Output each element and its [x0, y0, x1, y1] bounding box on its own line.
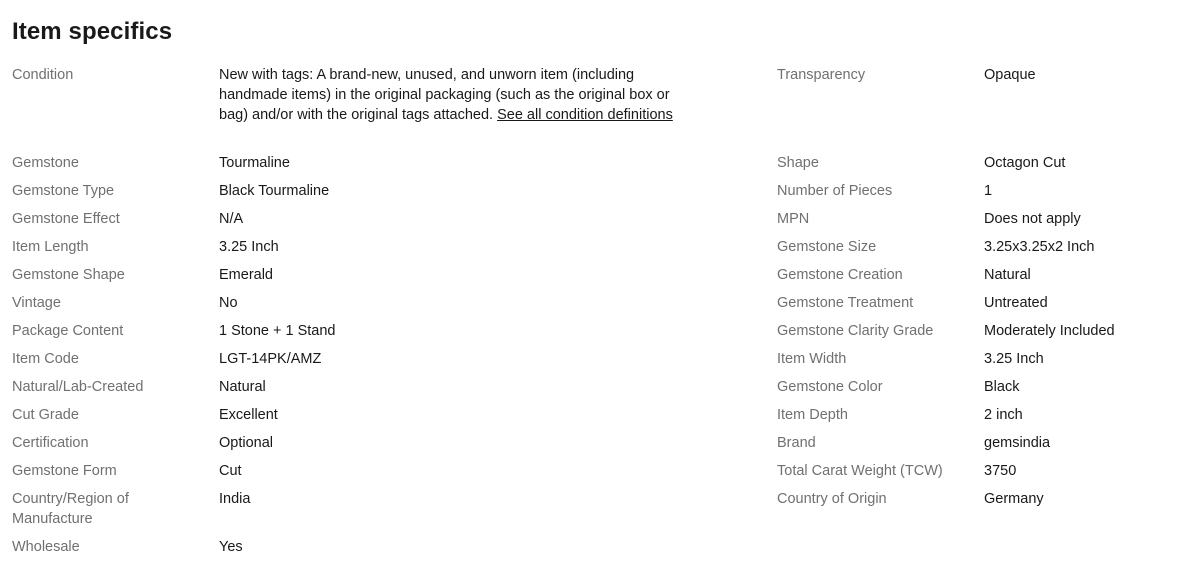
spec-label: Transparency	[777, 67, 866, 83]
spec-label: Gemstone Shape	[12, 267, 125, 283]
spec-value: Excellent	[219, 407, 278, 423]
spec-label: Item Width	[777, 351, 847, 367]
spec-value: Untreated	[984, 295, 1048, 311]
spec-label: Certification	[12, 435, 89, 451]
spec-value: Emerald	[219, 267, 273, 283]
spec-label: Gemstone	[12, 155, 79, 171]
spec-value: Does not apply	[984, 211, 1081, 227]
condition-label: Condition	[12, 67, 74, 83]
spec-label: Item Code	[12, 351, 79, 367]
spec-label: Vintage	[12, 295, 61, 311]
spec-label: Gemstone Treatment	[777, 295, 914, 311]
spec-value: 3750	[984, 463, 1017, 479]
spec-value: 1 Stone + 1 Stand	[219, 323, 336, 339]
spec-label: Brand	[777, 435, 816, 451]
spec-value: 3.25 Inch	[219, 239, 279, 255]
spec-value: Black	[984, 379, 1020, 395]
spec-value: Opaque	[984, 67, 1036, 83]
spec-value: Natural	[219, 379, 266, 395]
spec-value: Tourmaline	[219, 155, 290, 171]
spec-label: Country of Origin	[777, 491, 887, 507]
spec-value: LGT-14PK/AMZ	[219, 351, 322, 367]
spec-value: Yes	[219, 539, 243, 555]
section-title: Item specifics	[12, 18, 173, 45]
spec-label: Gemstone Form	[12, 463, 117, 479]
spec-value: India	[219, 491, 251, 507]
spec-label: Gemstone Creation	[777, 267, 903, 283]
spec-label: Wholesale	[12, 539, 80, 555]
spec-value: 3.25x3.25x2 Inch	[984, 239, 1095, 255]
see-all-condition-definitions-link[interactable]: See all condition definitions	[497, 107, 673, 123]
spec-label: Item Length	[12, 239, 89, 255]
spec-value: Optional	[219, 435, 274, 451]
spec-value: 3.25 Inch	[984, 351, 1044, 367]
spec-label: Cut Grade	[12, 407, 79, 423]
spec-value: N/A	[219, 211, 244, 227]
spec-value: Black Tourmaline	[219, 183, 330, 199]
spec-label: Natural/Lab-Created	[12, 379, 144, 395]
spec-label: Gemstone Size	[777, 239, 877, 255]
spec-value: Germany	[984, 491, 1044, 507]
spec-label: Item Depth	[777, 407, 848, 423]
spec-label: Country/Region of Manufacture	[12, 491, 129, 527]
spec-label: Number of Pieces	[777, 183, 893, 199]
spec-value: No	[219, 295, 238, 311]
spec-label: Shape	[777, 155, 819, 171]
spec-value: Moderately Included	[984, 323, 1115, 339]
spec-label: MPN	[777, 211, 810, 227]
condition-description: New with tags: A brand-new, unused, and unworn item (including handmade items) in the original packaging (such as the original box or bag) and/or with the original tags attached.	[219, 67, 670, 123]
spec-value: 1	[984, 183, 993, 199]
spec-label: Total Carat Weight (TCW)	[777, 463, 943, 479]
spec-label: Gemstone Effect	[12, 211, 120, 227]
spec-value: Cut	[219, 463, 242, 479]
spec-label: Gemstone Clarity Grade	[777, 323, 934, 339]
spec-label: Package Content	[12, 323, 124, 339]
spec-label: Gemstone Type	[12, 183, 115, 199]
spec-value: 2 inch	[984, 407, 1023, 423]
spec-value: gemsindia	[984, 435, 1051, 451]
spec-label: Gemstone Color	[777, 379, 883, 395]
condition-value	[219, 65, 689, 125]
spec-value: Natural	[984, 267, 1031, 283]
spec-value: Octagon Cut	[984, 155, 1066, 171]
